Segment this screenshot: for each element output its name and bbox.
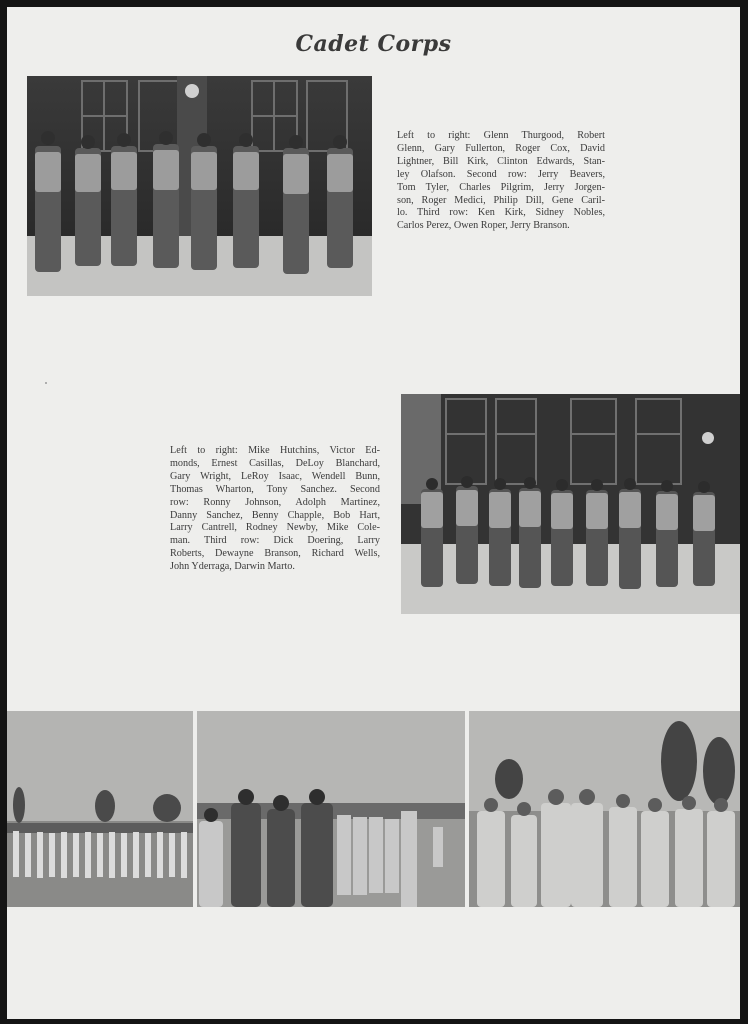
yearbook-page (7, 7, 740, 1019)
cadet-group-photo-middle-image (401, 394, 740, 614)
caption-line: Left to right: Glenn Thurgood, Robert (397, 130, 605, 141)
caption-line: John Yderraga, Darwin Marto. (170, 561, 295, 573)
cadet-group-photo-top-image (27, 76, 372, 296)
caption-line: Danny Sanchez, Benny Chapple, Bob Hart, (170, 509, 380, 521)
caption-line: lo. Third row: Ken Kirk, Sidney Nobles, (397, 207, 605, 219)
caption-line: Glenn, Gary Fullerton, Roger Cox, David (397, 142, 605, 154)
page-title: Cadet Corps (295, 31, 452, 57)
caption-line: ley Olafson. Second row: Jerry Beavers, (397, 168, 605, 180)
caption-line: Tom Tyler, Charles Pilgrim, Jerry Jorgen- (397, 181, 605, 193)
inspection-photo (197, 711, 465, 907)
inspection-photo-image (197, 711, 465, 907)
cadets-attention-photo (469, 711, 740, 907)
caption-line: man. Third row: Dick Doering, Larry (170, 535, 380, 547)
caption-first-photo (397, 130, 605, 233)
caption-line: Thomas Wharton, Tony Sanchez. Second (170, 483, 380, 495)
cadet-group-photo-middle (401, 394, 740, 614)
caption-second-photo (170, 445, 380, 574)
cadet-group-photo-top (27, 76, 372, 296)
cadets-attention-photo-image (469, 711, 740, 907)
caption-line: Left to right: Mike Hutchins, Victor Ed- (170, 445, 380, 456)
parade-field-photo-image (7, 711, 193, 907)
caption-line: Roberts, Dewayne Branson, Richard Wells, (170, 548, 380, 560)
print-speck (45, 382, 47, 384)
caption-line: son, Roger Medici, Philip Dill, Gene Caril- (397, 194, 605, 206)
caption-line: row: Ronny Johnson, Adolph Martinez, (170, 496, 380, 508)
caption-line: Lightner, Bill Kirk, Clinton Edwards, Stan- (397, 155, 605, 167)
caption-line: Gary Wright, LeRoy Isaac, Wendell Bunn, (170, 470, 380, 482)
caption-line: monds, Ernest Casillas, DeLoy Blanchard, (170, 457, 380, 469)
caption-line: Larry Cantrell, Rodney Newby, Mike Cole- (170, 522, 380, 534)
caption-line: Carlos Perez, Owen Roper, Jerry Branson. (397, 220, 570, 232)
parade-field-photo (7, 711, 193, 907)
